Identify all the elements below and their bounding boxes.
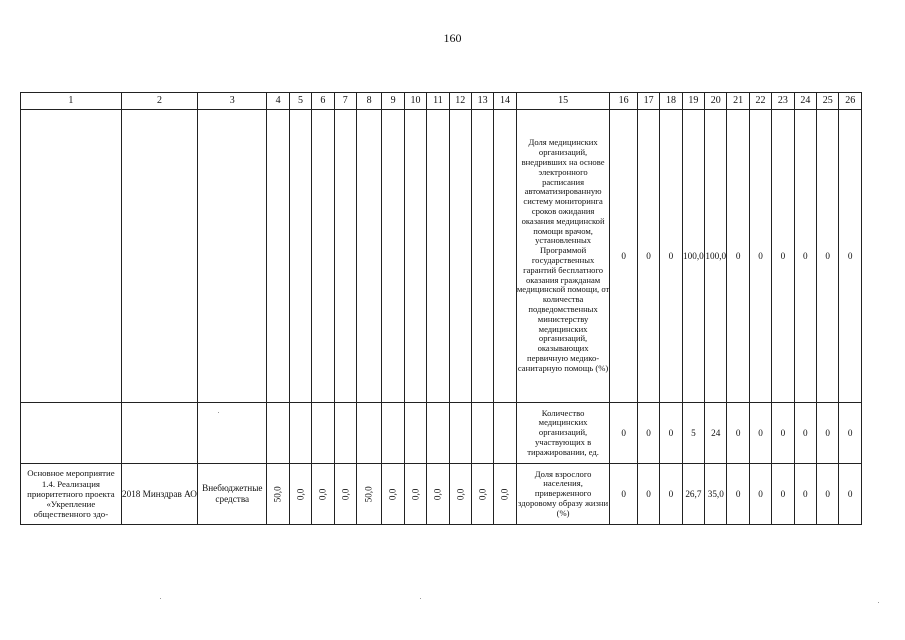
funding-cell <box>449 403 471 464</box>
funding-value: 0,0 <box>432 488 443 500</box>
indicator-cell: Доля взрослого населения, приверженного здоровому образу жизни (%) <box>516 464 610 525</box>
funding-cell <box>334 464 356 525</box>
header-cell: 15 <box>516 93 610 110</box>
value-cell: 0 <box>749 403 771 464</box>
funding-cell <box>427 403 449 464</box>
funding-value: 0,0 <box>477 488 488 500</box>
funding-cell <box>312 110 334 403</box>
funding-cell <box>267 403 289 464</box>
funding-value: 0,0 <box>499 488 510 500</box>
value-cell: 0 <box>610 403 637 464</box>
value-cell: 35,0 <box>705 464 727 525</box>
header-cell: 25 <box>817 93 839 110</box>
value-cell: 100,0 <box>682 110 704 403</box>
funding-value: 0,0 <box>295 488 306 500</box>
funding-cell <box>312 464 334 525</box>
funding-cell <box>427 110 449 403</box>
page-number: 160 <box>443 31 462 45</box>
funding-cell <box>404 464 426 525</box>
header-cell: 13 <box>471 93 493 110</box>
header-cell: 1 <box>21 93 122 110</box>
value-cell: 5 <box>682 403 704 464</box>
header-cell: 26 <box>839 93 862 110</box>
value-cell: 0 <box>637 110 659 403</box>
funding-cell <box>289 464 311 525</box>
funding-cell <box>382 110 404 403</box>
funding-value: 0,0 <box>454 488 465 500</box>
header-cell: 14 <box>494 93 516 110</box>
funding-value: 0,0 <box>387 488 398 500</box>
header-cell: 21 <box>727 93 749 110</box>
header-cell: 9 <box>382 93 404 110</box>
executor-cell <box>121 110 197 403</box>
header-cell: 24 <box>794 93 816 110</box>
value-cell: 0 <box>610 110 637 403</box>
funding-value: 0,0 <box>339 488 350 500</box>
funding-cell <box>289 403 311 464</box>
indicator-cell: Доля медицинских организаций, внедривших на основе электронного расписания автоматизированную систему мониторинга сроков ожидания оказания медицинской помощи врачом, установленных Программой государственных гарантий бесплатного оказания гражданам медицинской помощи, от количества подведомственных министерству медицинских организаций, оказывающих первичную медико-санитарную помощь (%) <box>516 110 610 403</box>
value-cell: 0 <box>727 464 749 525</box>
scan-speck <box>420 598 421 599</box>
scan-speck <box>878 602 879 603</box>
header-cell: 10 <box>404 93 426 110</box>
value-cell: 0 <box>794 464 816 525</box>
header-cell: 18 <box>660 93 682 110</box>
header-cell: 6 <box>312 93 334 110</box>
funding-cell <box>356 403 381 464</box>
value-cell: 0 <box>839 403 862 464</box>
header-cell: 20 <box>705 93 727 110</box>
header-cell: 4 <box>267 93 289 110</box>
indicator-cell: Количество медицинских организаций, участвующих в тиражировании, ед. <box>516 403 610 464</box>
source-cell: Внебюджетные средства <box>198 464 267 525</box>
scan-speck <box>218 412 219 413</box>
header-cell: 22 <box>749 93 771 110</box>
measure-cell: Основное мероприятие 1.4. Реализация приоритетного проекта «Укрепление общественного здо- <box>21 464 122 525</box>
value-cell: 0 <box>660 110 682 403</box>
value-cell: 100,0 <box>705 110 727 403</box>
funding-cell <box>471 403 493 464</box>
funding-value: 0,0 <box>317 488 328 500</box>
value-cell: 0 <box>772 110 794 403</box>
value-cell: 0 <box>637 403 659 464</box>
header-cell: 8 <box>356 93 381 110</box>
value-cell: 0 <box>772 403 794 464</box>
value-cell: 0 <box>839 464 862 525</box>
funding-cell <box>471 110 493 403</box>
value-cell: 0 <box>660 464 682 525</box>
funding-cell <box>427 464 449 525</box>
funding-cell <box>382 464 404 525</box>
value-cell: 0 <box>660 403 682 464</box>
value-cell: 24 <box>705 403 727 464</box>
funding-cell <box>289 110 311 403</box>
funding-cell <box>356 464 381 525</box>
funding-cell <box>312 403 334 464</box>
header-cell: 5 <box>289 93 311 110</box>
funding-cell <box>494 110 516 403</box>
source-cell <box>198 403 267 464</box>
funding-cell <box>334 403 356 464</box>
header-cell: 11 <box>427 93 449 110</box>
funding-cell <box>267 464 289 525</box>
value-cell: 0 <box>749 464 771 525</box>
value-cell: 0 <box>817 403 839 464</box>
funding-cell <box>494 403 516 464</box>
table-row <box>21 403 862 464</box>
funding-cell <box>494 464 516 525</box>
funding-cell <box>449 110 471 403</box>
scan-speck <box>160 598 161 599</box>
header-cell: 16 <box>610 93 637 110</box>
funding-cell <box>404 403 426 464</box>
value-cell: 0 <box>727 403 749 464</box>
measure-cell <box>21 403 122 464</box>
header-cell: 23 <box>772 93 794 110</box>
source-cell <box>198 110 267 403</box>
table-row <box>21 464 862 525</box>
value-cell: 0 <box>817 464 839 525</box>
value-cell: 0 <box>772 464 794 525</box>
value-cell: 0 <box>727 110 749 403</box>
value-cell: 0 <box>610 464 637 525</box>
header-cell: 19 <box>682 93 704 110</box>
executor-cell <box>121 403 197 464</box>
table-row <box>21 110 862 403</box>
value-cell: 0 <box>817 110 839 403</box>
value-cell: 0 <box>839 110 862 403</box>
funding-value: 50,0 <box>272 485 283 503</box>
value-cell: 0 <box>794 110 816 403</box>
funding-cell <box>404 110 426 403</box>
funding-cell <box>267 110 289 403</box>
header-row <box>21 93 862 110</box>
header-cell: 12 <box>449 93 471 110</box>
header-cell: 7 <box>334 93 356 110</box>
funding-cell <box>382 403 404 464</box>
funding-cell <box>449 464 471 525</box>
value-cell: 26,7 <box>682 464 704 525</box>
funding-value: 50,0 <box>363 485 374 503</box>
value-cell: 0 <box>794 403 816 464</box>
program-table <box>20 92 862 525</box>
header-cell: 2 <box>121 93 197 110</box>
funding-cell <box>356 110 381 403</box>
executor-cell: 2018 Минздрав АО <box>121 464 197 525</box>
funding-cell <box>334 110 356 403</box>
value-cell: 0 <box>749 110 771 403</box>
header-cell: 3 <box>198 93 267 110</box>
measure-cell <box>21 110 122 403</box>
funding-cell <box>471 464 493 525</box>
value-cell: 0 <box>637 464 659 525</box>
header-cell: 17 <box>637 93 659 110</box>
funding-value: 0,0 <box>410 488 421 500</box>
